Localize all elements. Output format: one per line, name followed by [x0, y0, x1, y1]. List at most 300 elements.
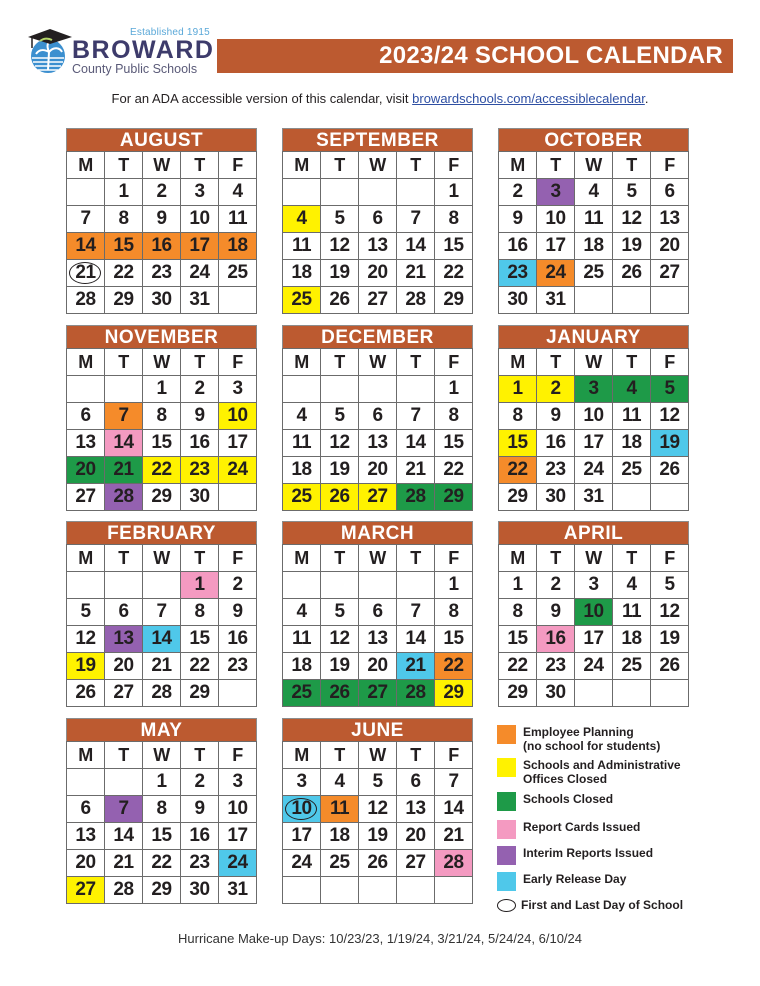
day-cell: 17 — [537, 233, 575, 260]
day-cell: 11 — [613, 403, 651, 430]
weekday-header: W — [143, 349, 181, 376]
logo-established: Established 1915 — [130, 27, 210, 38]
weekday-header: T — [397, 349, 435, 376]
day-cell: 20 — [359, 260, 397, 287]
day-cell: 4 — [283, 599, 321, 626]
empty-day-cell — [435, 877, 473, 904]
legend-label-line: Early Release Day — [523, 872, 627, 886]
day-cell: 12 — [613, 206, 651, 233]
day-cell: 3 — [219, 376, 257, 403]
day-cell: 10 — [219, 403, 257, 430]
day-cell: 26 — [67, 680, 105, 707]
day-cell: 7 — [397, 599, 435, 626]
empty-day-cell — [105, 572, 143, 599]
legend-label-line: Offices Closed — [523, 772, 608, 786]
day-cell: 8 — [105, 206, 143, 233]
day-cell: 24 — [219, 457, 257, 484]
ada-note-suffix: . — [644, 91, 649, 106]
day-cell: 15 — [105, 233, 143, 260]
day-cell: 25 — [283, 287, 321, 314]
day-cell: 14 — [435, 796, 473, 823]
day-cell: 11 — [283, 233, 321, 260]
day-cell: 16 — [537, 430, 575, 457]
day-cell: 17 — [283, 823, 321, 850]
month-september — [282, 128, 473, 314]
legend-item-green — [497, 792, 613, 811]
legend-label-line: Schools and Administrative — [523, 758, 681, 772]
empty-day-cell — [359, 877, 397, 904]
weekday-header: W — [575, 545, 613, 572]
day-cell: 3 — [575, 572, 613, 599]
month-title: NOVEMBER — [66, 325, 257, 348]
day-cell: 12 — [651, 599, 689, 626]
day-cell: 30 — [181, 877, 219, 904]
day-cell: 15 — [143, 823, 181, 850]
day-cell: 15 — [143, 430, 181, 457]
oval-marker-icon — [497, 899, 516, 912]
day-cell: 29 — [435, 287, 473, 314]
day-cell: 6 — [67, 796, 105, 823]
day-cell: 16 — [143, 233, 181, 260]
ada-note-text: For an ADA accessible version of this calendar, visit — [111, 91, 413, 106]
legend-label-line: Interim Reports Issued — [523, 846, 654, 860]
school-emblem-icon — [26, 26, 74, 78]
day-cell: 9 — [537, 599, 575, 626]
day-cell: 14 — [105, 823, 143, 850]
day-cell: 1 — [499, 572, 537, 599]
day-cell: 19 — [359, 823, 397, 850]
day-cell: 26 — [651, 653, 689, 680]
weekday-header: T — [181, 349, 219, 376]
month-days-grid — [498, 544, 689, 707]
day-cell: 13 — [67, 430, 105, 457]
legend-label — [523, 792, 613, 806]
day-cell: 16 — [499, 233, 537, 260]
day-cell: 21 — [67, 260, 105, 287]
day-cell: 14 — [397, 430, 435, 457]
day-cell: 3 — [219, 769, 257, 796]
month-days-grid — [282, 348, 473, 511]
day-cell: 4 — [321, 769, 359, 796]
weekday-header: T — [181, 742, 219, 769]
day-cell: 20 — [359, 457, 397, 484]
empty-day-cell — [359, 376, 397, 403]
day-cell: 15 — [499, 626, 537, 653]
weekday-header: W — [143, 152, 181, 179]
color-swatch-yellow — [497, 758, 516, 777]
day-cell: 18 — [219, 233, 257, 260]
day-cell: 25 — [613, 457, 651, 484]
day-cell: 17 — [219, 430, 257, 457]
weekday-header: M — [283, 152, 321, 179]
day-cell: 21 — [105, 850, 143, 877]
weekday-header: T — [105, 545, 143, 572]
day-cell: 12 — [321, 430, 359, 457]
day-cell: 27 — [651, 260, 689, 287]
legend-item-yellow — [497, 758, 681, 786]
day-cell: 7 — [105, 403, 143, 430]
weekday-header: W — [359, 349, 397, 376]
empty-day-cell — [321, 877, 359, 904]
day-cell: 24 — [575, 653, 613, 680]
day-cell: 4 — [613, 376, 651, 403]
empty-day-cell — [67, 769, 105, 796]
day-cell: 27 — [67, 484, 105, 511]
day-cell: 23 — [181, 850, 219, 877]
month-title: APRIL — [498, 521, 689, 544]
day-cell: 12 — [321, 233, 359, 260]
day-cell: 17 — [219, 823, 257, 850]
day-cell: 22 — [105, 260, 143, 287]
weekday-header: M — [499, 545, 537, 572]
day-cell: 9 — [499, 206, 537, 233]
legend-item-pink — [497, 820, 640, 839]
day-cell: 21 — [143, 653, 181, 680]
day-cell: 11 — [321, 796, 359, 823]
day-cell: 12 — [651, 403, 689, 430]
weekday-header: W — [359, 152, 397, 179]
empty-day-cell — [283, 179, 321, 206]
day-cell: 28 — [397, 287, 435, 314]
day-cell: 24 — [283, 850, 321, 877]
weekday-header: T — [321, 152, 359, 179]
weekday-header: T — [537, 545, 575, 572]
day-cell: 8 — [499, 403, 537, 430]
day-cell: 5 — [613, 179, 651, 206]
legend-label-line: First and Last Day of School — [521, 898, 684, 912]
day-cell: 13 — [359, 430, 397, 457]
day-cell: 6 — [67, 403, 105, 430]
month-days-grid — [66, 544, 257, 707]
color-swatch-orange — [497, 725, 516, 744]
weekday-header: M — [67, 152, 105, 179]
day-cell: 27 — [359, 287, 397, 314]
day-cell: 18 — [613, 626, 651, 653]
day-cell: 2 — [181, 769, 219, 796]
empty-day-cell — [67, 572, 105, 599]
day-cell: 15 — [499, 430, 537, 457]
empty-day-cell — [143, 572, 181, 599]
day-cell: 22 — [499, 653, 537, 680]
empty-day-cell — [359, 572, 397, 599]
legend-item-orange — [497, 725, 660, 753]
day-cell: 3 — [537, 179, 575, 206]
weekday-header: M — [67, 349, 105, 376]
month-days-grid — [498, 348, 689, 511]
legend-label-line: (no school for students) — [523, 739, 661, 753]
day-cell: 28 — [143, 680, 181, 707]
weekday-header: T — [613, 545, 651, 572]
empty-day-cell — [67, 179, 105, 206]
day-cell: 21 — [397, 653, 435, 680]
ada-note — [0, 91, 760, 106]
day-cell: 5 — [651, 376, 689, 403]
weekday-header: F — [435, 545, 473, 572]
day-cell: 7 — [143, 599, 181, 626]
month-february — [66, 521, 257, 707]
logo-subtitle: County Public Schools — [72, 62, 198, 76]
day-cell: 1 — [435, 572, 473, 599]
day-cell: 23 — [537, 457, 575, 484]
day-cell: 22 — [143, 457, 181, 484]
day-cell: 13 — [651, 206, 689, 233]
day-cell: 14 — [397, 233, 435, 260]
legend-item-purple — [497, 846, 653, 865]
day-cell: 25 — [283, 484, 321, 511]
hurricane-makeup-note: Hurricane Make-up Days: 10/23/23, 1/19/24, 3/21/24, 5/24/24, 6/10/24 — [178, 931, 582, 946]
month-may — [66, 718, 257, 904]
day-cell: 9 — [537, 403, 575, 430]
day-cell: 10 — [537, 206, 575, 233]
day-cell: 13 — [359, 626, 397, 653]
day-cell: 10 — [283, 796, 321, 823]
page-title: 2023/24 SCHOOL CALENDAR — [217, 39, 733, 73]
weekday-header: F — [651, 152, 689, 179]
weekday-header: F — [219, 545, 257, 572]
day-cell: 4 — [575, 179, 613, 206]
month-title: AUGUST — [66, 128, 257, 151]
day-cell: 9 — [219, 599, 257, 626]
day-cell: 19 — [613, 233, 651, 260]
legend-label — [523, 758, 681, 786]
day-cell: 8 — [435, 403, 473, 430]
day-cell: 11 — [575, 206, 613, 233]
day-cell: 13 — [397, 796, 435, 823]
day-cell: 30 — [143, 287, 181, 314]
day-cell: 22 — [435, 260, 473, 287]
day-cell: 7 — [397, 403, 435, 430]
day-cell: 5 — [67, 599, 105, 626]
day-cell: 2 — [143, 179, 181, 206]
empty-day-cell — [67, 376, 105, 403]
day-cell: 22 — [435, 457, 473, 484]
day-cell: 22 — [499, 457, 537, 484]
day-cell: 2 — [219, 572, 257, 599]
empty-day-cell — [613, 287, 651, 314]
day-cell: 18 — [613, 430, 651, 457]
day-cell: 20 — [67, 850, 105, 877]
empty-day-cell — [105, 769, 143, 796]
weekday-header: T — [397, 545, 435, 572]
weekday-header: T — [397, 152, 435, 179]
day-cell: 13 — [67, 823, 105, 850]
month-title: JUNE — [282, 718, 473, 741]
day-cell: 31 — [181, 287, 219, 314]
weekday-header: W — [575, 349, 613, 376]
logo-name: BROWARD — [72, 36, 215, 64]
empty-day-cell — [283, 572, 321, 599]
day-cell: 1 — [435, 376, 473, 403]
day-cell: 9 — [143, 206, 181, 233]
weekday-header: T — [321, 349, 359, 376]
day-cell: 2 — [499, 179, 537, 206]
day-cell: 28 — [67, 287, 105, 314]
day-cell: 11 — [613, 599, 651, 626]
day-cell: 30 — [181, 484, 219, 511]
day-cell: 21 — [397, 260, 435, 287]
day-cell: 29 — [143, 877, 181, 904]
day-cell: 18 — [575, 233, 613, 260]
weekday-header: W — [143, 545, 181, 572]
day-cell: 4 — [283, 206, 321, 233]
month-title: DECEMBER — [282, 325, 473, 348]
day-cell: 7 — [67, 206, 105, 233]
empty-day-cell — [575, 287, 613, 314]
day-cell: 21 — [397, 457, 435, 484]
day-cell: 12 — [359, 796, 397, 823]
month-days-grid — [66, 348, 257, 511]
day-cell: 14 — [67, 233, 105, 260]
empty-day-cell — [321, 376, 359, 403]
day-cell: 10 — [181, 206, 219, 233]
empty-day-cell — [613, 484, 651, 511]
weekday-header: T — [321, 742, 359, 769]
day-cell: 19 — [67, 653, 105, 680]
day-cell: 30 — [537, 484, 575, 511]
day-cell: 29 — [435, 680, 473, 707]
weekday-header: T — [397, 742, 435, 769]
day-cell: 7 — [105, 796, 143, 823]
day-cell: 12 — [67, 626, 105, 653]
day-cell: 18 — [283, 653, 321, 680]
legend-label — [521, 898, 683, 912]
day-cell: 3 — [575, 376, 613, 403]
day-cell: 19 — [651, 430, 689, 457]
day-cell: 26 — [359, 850, 397, 877]
day-cell: 13 — [359, 233, 397, 260]
empty-day-cell — [283, 877, 321, 904]
legend-label-line: Report Cards Issued — [523, 820, 641, 834]
month-days-grid — [66, 151, 257, 314]
empty-day-cell — [105, 376, 143, 403]
day-cell: 29 — [105, 287, 143, 314]
day-cell: 19 — [321, 260, 359, 287]
day-cell: 15 — [181, 626, 219, 653]
month-november — [66, 325, 257, 511]
day-cell: 8 — [435, 599, 473, 626]
day-cell: 26 — [321, 680, 359, 707]
weekday-header: W — [143, 742, 181, 769]
legend-label — [523, 872, 626, 886]
weekday-header: F — [651, 545, 689, 572]
month-days-grid — [282, 741, 473, 904]
legend-item-blue — [497, 872, 626, 891]
day-cell: 22 — [181, 653, 219, 680]
day-cell: 25 — [321, 850, 359, 877]
empty-day-cell — [219, 680, 257, 707]
day-cell: 2 — [537, 376, 575, 403]
empty-day-cell — [613, 680, 651, 707]
day-cell: 5 — [321, 206, 359, 233]
day-cell: 16 — [537, 626, 575, 653]
day-cell: 26 — [651, 457, 689, 484]
month-days-grid — [498, 151, 689, 314]
day-cell: 3 — [283, 769, 321, 796]
day-cell: 28 — [105, 877, 143, 904]
day-cell: 5 — [321, 403, 359, 430]
day-cell: 23 — [499, 260, 537, 287]
month-december — [282, 325, 473, 511]
day-cell: 1 — [105, 179, 143, 206]
day-cell: 14 — [397, 626, 435, 653]
day-cell: 17 — [575, 430, 613, 457]
weekday-header: F — [435, 742, 473, 769]
weekday-header: T — [321, 545, 359, 572]
day-cell: 25 — [219, 260, 257, 287]
day-cell: 2 — [181, 376, 219, 403]
weekday-header: T — [105, 152, 143, 179]
day-cell: 22 — [143, 850, 181, 877]
color-swatch-purple — [497, 846, 516, 865]
day-cell: 11 — [283, 626, 321, 653]
empty-day-cell — [397, 376, 435, 403]
empty-day-cell — [219, 484, 257, 511]
day-cell: 11 — [283, 430, 321, 457]
month-title: MARCH — [282, 521, 473, 544]
day-cell: 5 — [359, 769, 397, 796]
color-swatch-blue — [497, 872, 516, 891]
day-cell: 16 — [181, 823, 219, 850]
day-cell: 21 — [105, 457, 143, 484]
day-cell: 23 — [181, 457, 219, 484]
weekday-header: T — [105, 349, 143, 376]
weekday-header: T — [613, 349, 651, 376]
day-cell: 5 — [651, 572, 689, 599]
day-cell: 21 — [435, 823, 473, 850]
weekday-header: W — [575, 152, 613, 179]
day-cell: 25 — [613, 653, 651, 680]
day-cell: 19 — [321, 653, 359, 680]
weekday-header: T — [181, 545, 219, 572]
day-cell: 23 — [219, 653, 257, 680]
legend-label — [523, 820, 640, 834]
empty-day-cell — [359, 179, 397, 206]
month-april — [498, 521, 689, 707]
day-cell: 26 — [321, 287, 359, 314]
weekday-header: F — [219, 742, 257, 769]
legend-label-line: Employee Planning — [523, 725, 634, 739]
day-cell: 9 — [181, 403, 219, 430]
weekday-header: T — [537, 152, 575, 179]
day-cell: 15 — [435, 626, 473, 653]
day-cell: 23 — [537, 653, 575, 680]
day-cell: 28 — [435, 850, 473, 877]
weekday-header: T — [613, 152, 651, 179]
day-cell: 20 — [651, 233, 689, 260]
day-cell: 20 — [359, 653, 397, 680]
day-cell: 16 — [219, 626, 257, 653]
empty-day-cell — [321, 572, 359, 599]
day-cell: 28 — [105, 484, 143, 511]
day-cell: 29 — [499, 484, 537, 511]
day-cell: 10 — [575, 599, 613, 626]
accessible-calendar-link[interactable]: browardschools.com/accessiblecalendar — [412, 91, 645, 106]
color-swatch-pink — [497, 820, 516, 839]
weekday-header: W — [359, 742, 397, 769]
month-days-grid — [66, 741, 257, 904]
day-cell: 4 — [613, 572, 651, 599]
day-cell: 7 — [397, 206, 435, 233]
month-title: JANUARY — [498, 325, 689, 348]
day-cell: 26 — [321, 484, 359, 511]
day-cell: 24 — [537, 260, 575, 287]
day-cell: 25 — [575, 260, 613, 287]
weekday-header: M — [283, 349, 321, 376]
day-cell: 27 — [359, 484, 397, 511]
month-august — [66, 128, 257, 314]
weekday-header: F — [219, 349, 257, 376]
legend-label-line: Schools Closed — [523, 792, 614, 806]
